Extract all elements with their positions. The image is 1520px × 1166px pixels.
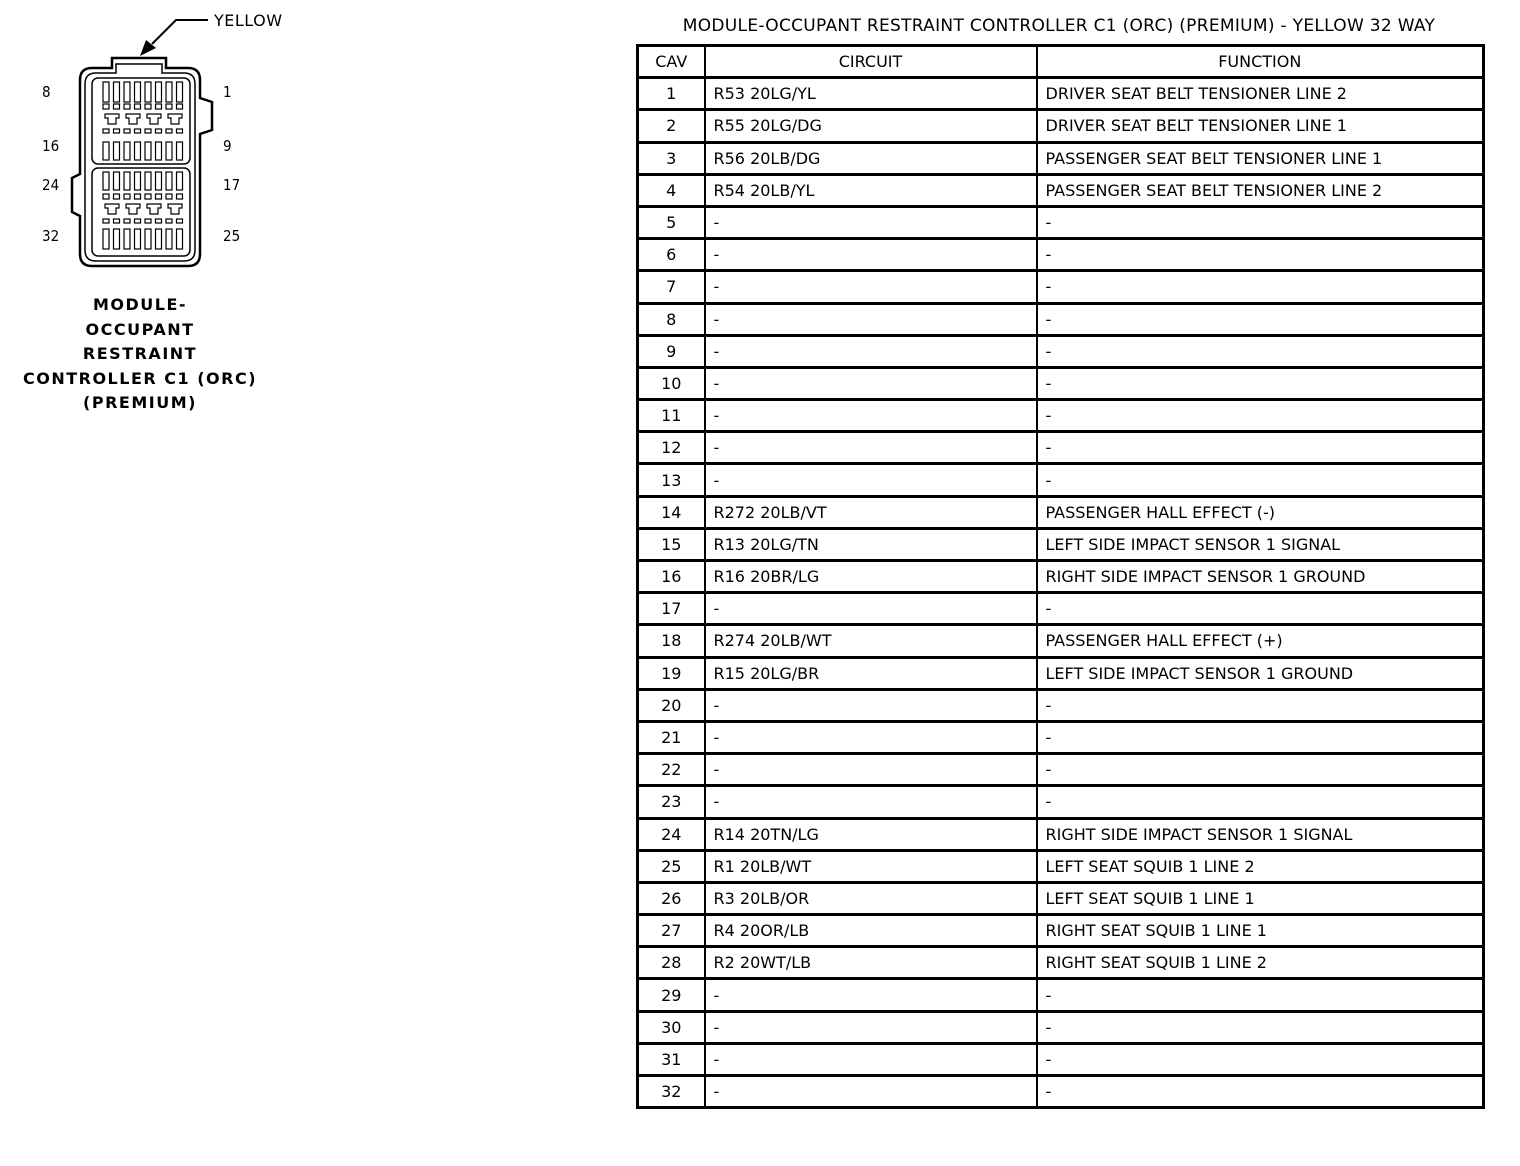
table-row: [638, 689, 1484, 721]
function-cell: LEFT SEAT SQUIB 1 LINE 1: [1037, 882, 1484, 914]
table-row: [638, 78, 1484, 110]
cavity-cell: [135, 194, 141, 199]
function-cell: DRIVER SEAT BELT TENSIONER LINE 1: [1037, 110, 1484, 142]
cavity-pin: [103, 229, 109, 249]
cavity-cell: [114, 219, 120, 223]
table-row: [638, 528, 1484, 560]
cav-cell: 22: [638, 754, 705, 786]
function-cell: -: [1037, 593, 1484, 625]
function-cell: RIGHT SEAT SQUIB 1 LINE 2: [1037, 947, 1484, 979]
circuit-cell: -: [705, 1043, 1037, 1075]
cav-cell: 10: [638, 367, 705, 399]
cavity-cell: [124, 194, 130, 199]
cav-cell: 26: [638, 882, 705, 914]
cavity-pin: [177, 229, 183, 249]
pin-label-left-1: 8: [42, 83, 51, 101]
caption-line: MODULE-: [92, 295, 188, 314]
function-cell: -: [1037, 303, 1484, 335]
header-function: FUNCTION: [1037, 46, 1484, 78]
function-cell: -: [1037, 464, 1484, 496]
table-row: [638, 786, 1484, 818]
cavity-cell: [103, 219, 109, 223]
cavity-pin: [166, 229, 172, 249]
terminal-latch: [105, 204, 119, 214]
table-row: [638, 432, 1484, 464]
cavity-pin: [177, 142, 183, 160]
table-row: [638, 271, 1484, 303]
cavity-pin: [135, 142, 141, 160]
cavity-pin: [156, 142, 162, 160]
cavity-cell: [156, 219, 162, 223]
circuit-cell: R1 20LB/WT: [705, 850, 1037, 882]
cavity-pin: [145, 82, 151, 102]
function-cell: -: [1037, 367, 1484, 399]
caption-line: (PREMIUM): [83, 393, 197, 412]
table-row: [638, 367, 1484, 399]
pin-label-left-2: 16: [42, 137, 60, 155]
callout-leader: [140, 20, 208, 56]
cavity-cell: [166, 194, 172, 199]
cav-cell: 28: [638, 947, 705, 979]
table-row: [638, 593, 1484, 625]
cavity-pin: [124, 82, 130, 102]
cavity-pin: [145, 229, 151, 249]
table-row: [638, 303, 1484, 335]
function-cell: -: [1037, 1043, 1484, 1075]
function-cell: -: [1037, 400, 1484, 432]
pinout-table: [636, 44, 1485, 1109]
cavity-cell: [177, 219, 183, 223]
table-row: [638, 1043, 1484, 1075]
cav-cell: 23: [638, 786, 705, 818]
function-cell: PASSENGER HALL EFFECT (+): [1037, 625, 1484, 657]
pin-label-right-2: 9: [223, 137, 232, 155]
function-cell: DRIVER SEAT BELT TENSIONER LINE 2: [1037, 78, 1484, 110]
cavity-cell: [135, 129, 141, 133]
cavity-cell: [124, 104, 130, 109]
cav-cell: 3: [638, 142, 705, 174]
circuit-cell: -: [705, 271, 1037, 303]
table-row: [638, 754, 1484, 786]
function-cell: -: [1037, 335, 1484, 367]
cavity-cell: [156, 194, 162, 199]
cavity-pin: [114, 172, 120, 190]
function-cell: -: [1037, 979, 1484, 1011]
upper-cavity-block: [103, 82, 183, 160]
function-cell: -: [1037, 1011, 1484, 1043]
function-cell: RIGHT SEAT SQUIB 1 LINE 1: [1037, 915, 1484, 947]
table-row: [638, 174, 1484, 206]
cav-cell: 4: [638, 174, 705, 206]
cavity-pin: [114, 142, 120, 160]
cavity-pin: [166, 142, 172, 160]
function-cell: RIGHT SIDE IMPACT SENSOR 1 SIGNAL: [1037, 818, 1484, 850]
cavity-cell: [135, 219, 141, 223]
cavity-cell: [114, 104, 120, 109]
cavity-cell: [156, 129, 162, 133]
cav-cell: 12: [638, 432, 705, 464]
function-cell: -: [1037, 206, 1484, 238]
table-row: [638, 721, 1484, 753]
cav-cell: 7: [638, 271, 705, 303]
function-cell: -: [1037, 786, 1484, 818]
header-circuit: CIRCUIT: [705, 46, 1037, 78]
table-row: [638, 239, 1484, 271]
caption-line: OCCUPANT: [85, 319, 195, 339]
circuit-cell: -: [705, 303, 1037, 335]
cav-cell: 27: [638, 915, 705, 947]
circuit-cell: R272 20LB/VT: [705, 496, 1037, 528]
cavity-cell: [145, 129, 151, 133]
cav-cell: 13: [638, 464, 705, 496]
cav-cell: 18: [638, 625, 705, 657]
table-row: [638, 947, 1484, 979]
circuit-cell: R2 20WT/LB: [705, 947, 1037, 979]
function-cell: PASSENGER SEAT BELT TENSIONER LINE 2: [1037, 174, 1484, 206]
cavity-cell: [124, 219, 130, 223]
cav-cell: 8: [638, 303, 705, 335]
cavity-pin: [114, 229, 120, 249]
cavity-pin: [103, 172, 109, 190]
table-row: [638, 818, 1484, 850]
cavity-cell: [103, 104, 109, 109]
function-cell: LEFT SIDE IMPACT SENSOR 1 GROUND: [1037, 657, 1484, 689]
cav-cell: 31: [638, 1043, 705, 1075]
table-row: [638, 335, 1484, 367]
cavity-pin: [156, 172, 162, 190]
pin-label-left-3: 24: [42, 176, 60, 194]
lower-cavity-block: [103, 172, 183, 249]
circuit-cell: R56 20LB/DG: [705, 142, 1037, 174]
circuit-cell: -: [705, 206, 1037, 238]
cavity-cell: [177, 104, 183, 109]
cavity-cell: [103, 129, 109, 133]
cavity-cell: [103, 194, 109, 199]
function-cell: RIGHT SIDE IMPACT SENSOR 1 GROUND: [1037, 561, 1484, 593]
cavity-pin: [135, 229, 141, 249]
cav-cell: 29: [638, 979, 705, 1011]
cavity-pin: [177, 82, 183, 102]
function-cell: -: [1037, 271, 1484, 303]
circuit-cell: R14 20TN/LG: [705, 818, 1037, 850]
table-row: [638, 979, 1484, 1011]
cavity-cell: [124, 129, 130, 133]
function-cell: -: [1037, 721, 1484, 753]
table-row: [638, 915, 1484, 947]
cav-cell: 19: [638, 657, 705, 689]
cavity-cell: [166, 129, 172, 133]
caption-line: RESTRAINT: [82, 344, 198, 363]
pin-label-left-4: 32: [42, 227, 60, 245]
cavity-pin: [156, 229, 162, 249]
terminal-latch: [147, 114, 161, 124]
cav-cell: 25: [638, 850, 705, 882]
cavity-cell: [177, 194, 183, 199]
connector-color-label: YELLOW: [214, 11, 283, 30]
cavity-cell: [145, 219, 151, 223]
circuit-cell: R4 20OR/LB: [705, 915, 1037, 947]
function-cell: -: [1037, 689, 1484, 721]
circuit-cell: -: [705, 754, 1037, 786]
cavity-pin: [124, 229, 130, 249]
cav-cell: 15: [638, 528, 705, 560]
connector-housing: [72, 58, 212, 266]
terminal-latch: [168, 204, 182, 214]
table-row: [638, 464, 1484, 496]
circuit-cell: -: [705, 721, 1037, 753]
connector-caption: [20, 293, 260, 416]
circuit-cell: R54 20LB/YL: [705, 174, 1037, 206]
table-row: [638, 1076, 1484, 1108]
function-cell: LEFT SIDE IMPACT SENSOR 1 SIGNAL: [1037, 528, 1484, 560]
pin-label-right-3: 17: [223, 176, 241, 194]
cavity-pin: [135, 82, 141, 102]
circuit-cell: R53 20LG/YL: [705, 78, 1037, 110]
circuit-cell: -: [705, 367, 1037, 399]
function-cell: -: [1037, 432, 1484, 464]
cav-cell: 20: [638, 689, 705, 721]
function-cell: -: [1037, 239, 1484, 271]
table-header-row: [638, 46, 1484, 78]
cavity-cell: [114, 194, 120, 199]
cavity-pin: [166, 172, 172, 190]
terminal-latch: [126, 114, 140, 124]
table-row: [638, 657, 1484, 689]
circuit-cell: -: [705, 239, 1037, 271]
cav-cell: 14: [638, 496, 705, 528]
table-row: [638, 400, 1484, 432]
circuit-cell: -: [705, 432, 1037, 464]
cavity-pin: [145, 172, 151, 190]
circuit-cell: R55 20LG/DG: [705, 110, 1037, 142]
cavity-cell: [177, 129, 183, 133]
table-row: [638, 882, 1484, 914]
circuit-cell: R274 20LB/WT: [705, 625, 1037, 657]
terminal-latch: [105, 114, 119, 124]
cavity-cell: [166, 219, 172, 223]
circuit-cell: R15 20LG/BR: [705, 657, 1037, 689]
cavity-cell: [156, 104, 162, 109]
table-title: MODULE-OCCUPANT RESTRAINT CONTROLLER C1 (ORC) (PREMIUM) - YELLOW 32 WAY: [682, 16, 1436, 36]
cavity-pin: [103, 142, 109, 160]
table-row: [638, 110, 1484, 142]
terminal-latch: [168, 114, 182, 124]
cavity-pin: [124, 172, 130, 190]
function-cell: PASSENGER HALL EFFECT (-): [1037, 496, 1484, 528]
cav-cell: 6: [638, 239, 705, 271]
table-row: [638, 850, 1484, 882]
function-cell: PASSENGER SEAT BELT TENSIONER LINE 1: [1037, 142, 1484, 174]
function-cell: -: [1037, 1076, 1484, 1108]
cav-cell: 11: [638, 400, 705, 432]
cavity-pin: [166, 82, 172, 102]
cavity-pin: [124, 142, 130, 160]
cavity-cell: [145, 194, 151, 199]
table-row: [638, 206, 1484, 238]
circuit-cell: R13 20LG/TN: [705, 528, 1037, 560]
circuit-cell: -: [705, 464, 1037, 496]
terminal-latch: [126, 204, 140, 214]
table-row: [638, 496, 1484, 528]
cav-cell: 21: [638, 721, 705, 753]
cavity-pin: [156, 82, 162, 102]
table-row: [638, 1011, 1484, 1043]
circuit-cell: -: [705, 335, 1037, 367]
cavity-cell: [166, 104, 172, 109]
cav-cell: 30: [638, 1011, 705, 1043]
circuit-cell: -: [705, 1076, 1037, 1108]
cavity-pin: [103, 82, 109, 102]
pin-label-right-1: 1: [223, 83, 232, 101]
table-row: [638, 561, 1484, 593]
header-cav: CAV: [638, 46, 705, 78]
pin-label-right-4: 25: [223, 227, 241, 245]
function-cell: LEFT SEAT SQUIB 1 LINE 2: [1037, 850, 1484, 882]
cav-cell: 9: [638, 335, 705, 367]
cav-cell: 32: [638, 1076, 705, 1108]
circuit-cell: -: [705, 979, 1037, 1011]
circuit-cell: -: [705, 593, 1037, 625]
circuit-cell: -: [705, 1011, 1037, 1043]
circuit-cell: R16 20BR/LG: [705, 561, 1037, 593]
table-row: [638, 625, 1484, 657]
circuit-cell: -: [705, 400, 1037, 432]
cav-cell: 5: [638, 206, 705, 238]
cav-cell: 17: [638, 593, 705, 625]
cav-cell: 16: [638, 561, 705, 593]
cav-cell: 24: [638, 818, 705, 850]
cavity-pin: [177, 172, 183, 190]
terminal-latch: [147, 204, 161, 214]
caption-line: CONTROLLER C1 (ORC): [22, 368, 257, 388]
circuit-cell: -: [705, 786, 1037, 818]
cav-cell: 1: [638, 78, 705, 110]
table-row: [638, 142, 1484, 174]
cavity-pin: [135, 172, 141, 190]
cavity-cell: [114, 129, 120, 133]
cavity-pin: [145, 142, 151, 160]
cavity-cell: [135, 104, 141, 109]
circuit-cell: -: [705, 689, 1037, 721]
cav-cell: 2: [638, 110, 705, 142]
circuit-cell: R3 20LB/OR: [705, 882, 1037, 914]
cavity-cell: [145, 104, 151, 109]
cavity-pin: [114, 82, 120, 102]
function-cell: -: [1037, 754, 1484, 786]
